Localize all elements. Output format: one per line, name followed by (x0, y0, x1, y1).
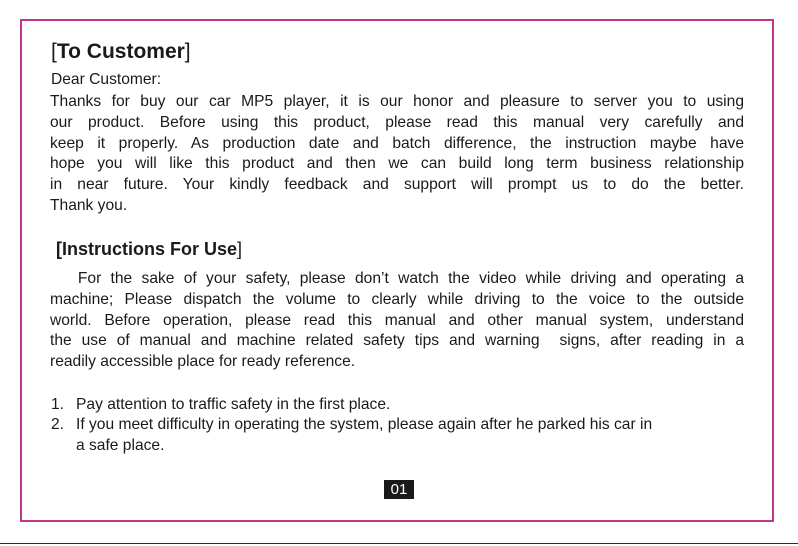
greeting: Dear Customer: (51, 71, 162, 88)
heading-bracket-close: ] (237, 239, 243, 259)
paragraph-line: hope you will like this product and then we can build long term business relationship (50, 155, 744, 173)
list-item-number: 1. (51, 396, 65, 413)
heading-bracket-open: [ (56, 239, 62, 259)
paragraph-line: in near future. Your kindly feedback and support will prompt us to do the better. (50, 176, 744, 194)
paragraph-line: machine; Please dispatch the volume to clearly while driving to the voice to the outside (50, 290, 744, 308)
numbered-list (51, 395, 745, 456)
page-number: 01 (384, 480, 414, 499)
paragraph-line: keep it properly. As production date and batch difference, the instruction maybe have (50, 134, 744, 152)
heading-title: To Customer (56, 40, 185, 63)
paragraph-line: For the sake of your safety, please don’t watch the video while driving and operating a (50, 270, 744, 287)
heading-title: Instructions For Use (62, 239, 238, 259)
list-item-text: Pay attention to traffic safety in the first place. (76, 396, 391, 413)
bottom-rule (0, 543, 798, 544)
heading-bracket-close: ] (184, 40, 191, 63)
paragraph-line: world. Before operation, please read this manual and other manual system, understand (50, 311, 744, 329)
list-item-text-continued: a safe place. (76, 436, 165, 454)
list-item (51, 395, 745, 415)
paragraph-line: Thanks for buy our car MP5 player, it is our honor and pleasure to server you to using (50, 93, 744, 110)
paragraph-line: our product. Before using this product, please read this manual very carefully and (50, 113, 744, 131)
list-item-text: If you meet difficulty in operating the system, please again after he parked his car in (76, 416, 653, 434)
paragraph-instructions (50, 269, 744, 373)
list-item (51, 415, 745, 456)
paragraph-line: the use of manual and machine related safety tips and warning signs, after reading in a (50, 332, 744, 350)
heading-to-customer (51, 40, 191, 64)
paragraph-line: Thank you. (50, 196, 128, 214)
heading-instructions-for-use (56, 238, 242, 260)
paragraph-to-customer (50, 92, 744, 217)
heading-bracket-open: [ (51, 40, 57, 63)
list-item-number: 2. (51, 416, 65, 434)
paragraph-line: readily accessible place for ready reference. (50, 353, 356, 371)
